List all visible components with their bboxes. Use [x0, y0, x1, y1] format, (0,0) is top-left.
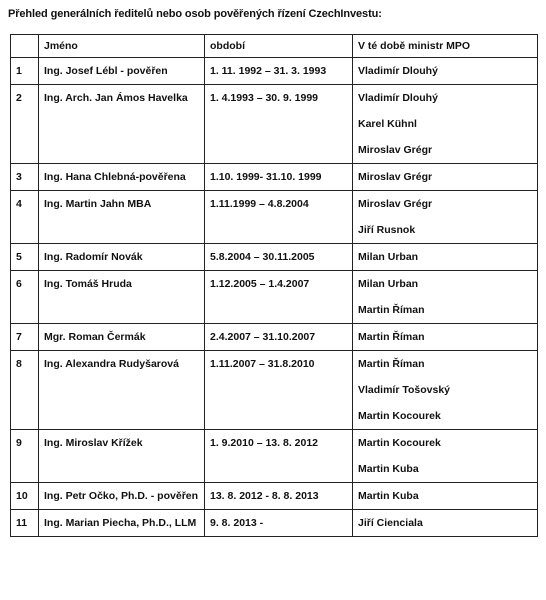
table-row: [11, 164, 538, 191]
table-row: [11, 510, 538, 537]
row-ministers: [353, 351, 538, 430]
minister-name: Vladimír Tošovský: [358, 384, 451, 396]
minister-name: Milan Urban: [358, 278, 419, 290]
minister-name: Martin Říman: [358, 358, 425, 370]
row-period: 1.10. 1999- 31.10. 1999: [205, 164, 353, 191]
minister-name: Martin Kuba: [358, 490, 419, 502]
header-number: [11, 35, 39, 58]
row-name: Ing. Martin Jahn MBA: [39, 191, 205, 244]
row-period: 1.12.2005 – 1.4.2007: [205, 271, 353, 324]
header-name: Jméno: [39, 35, 205, 58]
row-name: Ing. Radomír Novák: [39, 244, 205, 271]
minister-name: Jiří Cienciala: [358, 517, 423, 529]
row-name: Ing. Josef Lébl - pověřen: [39, 58, 205, 85]
row-number: 4: [11, 191, 39, 244]
table-row: [11, 85, 538, 164]
table-row: [11, 483, 538, 510]
row-number: 7: [11, 324, 39, 351]
row-ministers: [353, 191, 538, 244]
row-number: 10: [11, 483, 39, 510]
page-title: Přehled generálních ředitelů nebo osob pověřených řízení CzechInvestu:: [8, 8, 382, 20]
minister-name: Vladimír Dlouhý: [358, 65, 438, 77]
row-period: 5.8.2004 – 30.11.2005: [205, 244, 353, 271]
minister-name: Martin Říman: [358, 331, 425, 343]
row-name: Ing. Petr Očko, Ph.D. - pověřen: [39, 483, 205, 510]
row-name: Ing. Hana Chlebná-pověřena: [39, 164, 205, 191]
table-row: [11, 58, 538, 85]
row-period: 13. 8. 2012 - 8. 8. 2013: [205, 483, 353, 510]
minister-name: Miroslav Grégr: [358, 171, 433, 183]
header-minister: V té době ministr MPO: [353, 35, 538, 58]
row-name: Ing. Alexandra Rudyšarová: [39, 351, 205, 430]
row-ministers: [353, 85, 538, 164]
minister-name: Jiří Rusnok: [358, 224, 416, 236]
row-name: Ing. Tomáš Hruda: [39, 271, 205, 324]
row-name: Mgr. Roman Čermák: [39, 324, 205, 351]
row-period: 2.4.2007 – 31.10.2007: [205, 324, 353, 351]
minister-name: Milan Urban: [358, 251, 419, 263]
row-number: 8: [11, 351, 39, 430]
row-number: 3: [11, 164, 39, 191]
row-name: Ing. Miroslav Křížek: [39, 430, 205, 483]
table-row: [11, 430, 538, 483]
row-ministers: [353, 164, 538, 191]
row-ministers: [353, 244, 538, 271]
row-number: 2: [11, 85, 39, 164]
table-header-row: [11, 35, 538, 58]
row-ministers: [353, 271, 538, 324]
table-row: [11, 244, 538, 271]
row-period: 1. 4.1993 – 30. 9. 1999: [205, 85, 353, 164]
row-number: 5: [11, 244, 39, 271]
minister-name: Martin Kuba: [358, 463, 419, 475]
directors-table: [10, 34, 538, 537]
minister-name: Miroslav Grégr: [358, 144, 433, 156]
row-period: 1. 11. 1992 – 31. 3. 1993: [205, 58, 353, 85]
minister-name: Karel Kühnl: [358, 118, 417, 130]
minister-name: Martin Říman: [358, 304, 425, 316]
row-number: 11: [11, 510, 39, 537]
row-number: 1: [11, 58, 39, 85]
row-ministers: [353, 510, 538, 537]
minister-name: Vladimír Dlouhý: [358, 92, 438, 104]
table-row: [11, 191, 538, 244]
row-ministers: [353, 483, 538, 510]
minister-name: Miroslav Grégr: [358, 198, 433, 210]
row-ministers: [353, 430, 538, 483]
row-period: 9. 8. 2013 -: [205, 510, 353, 537]
minister-name: Martin Kocourek: [358, 437, 441, 449]
row-period: 1.11.1999 – 4.8.2004: [205, 191, 353, 244]
row-number: 9: [11, 430, 39, 483]
row-period: 1.11.2007 – 31.8.2010: [205, 351, 353, 430]
table-row: [11, 351, 538, 430]
table-row: [11, 271, 538, 324]
row-period: 1. 9.2010 – 13. 8. 2012: [205, 430, 353, 483]
minister-name: Martin Kocourek: [358, 410, 441, 422]
row-name: Ing. Arch. Jan Ámos Havelka: [39, 85, 205, 164]
table-row: [11, 324, 538, 351]
row-name: Ing. Marian Piecha, Ph.D., LLM: [39, 510, 205, 537]
row-number: 6: [11, 271, 39, 324]
row-ministers: [353, 58, 538, 85]
row-ministers: [353, 324, 538, 351]
header-period: období: [205, 35, 353, 58]
